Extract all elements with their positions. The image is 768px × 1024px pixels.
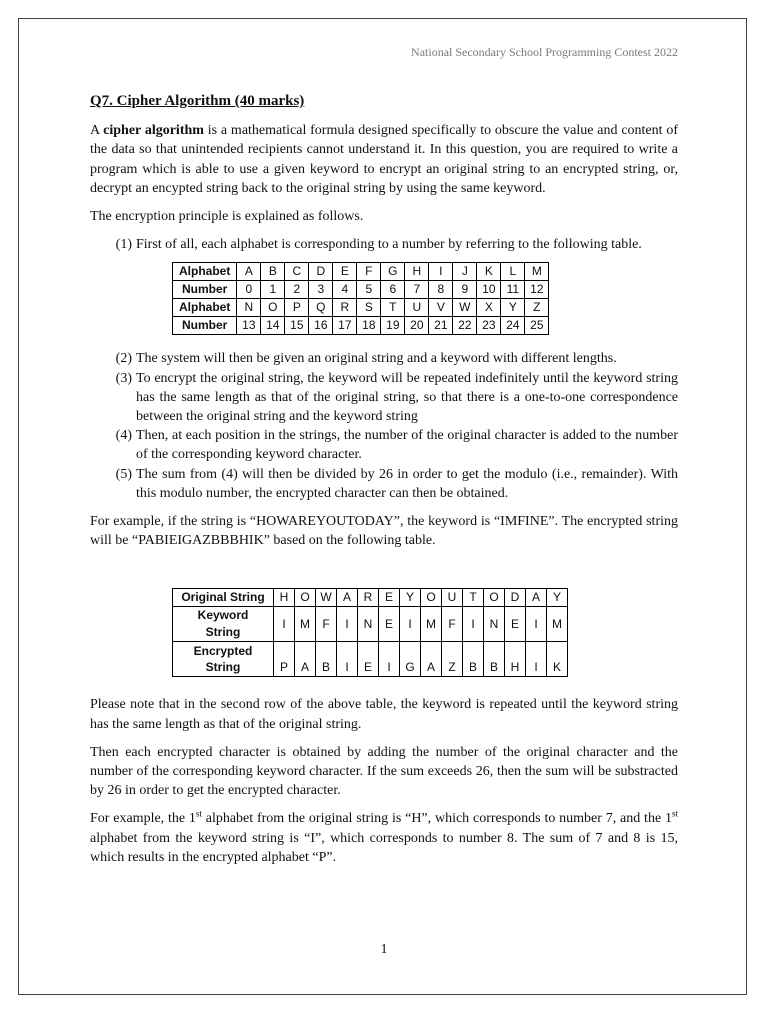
principle-intro: The encryption principle is explained as follows. [90,209,364,225]
table-cell: M [421,607,442,642]
table-cell: R [333,299,357,317]
table-cell: M [525,263,549,281]
table-cell: N [484,607,505,642]
table-cell: A [526,589,547,607]
alphabet-number-table [172,262,549,335]
table-cell: F [357,263,381,281]
encryption-example-table [172,588,568,677]
intro-lead: A [90,123,104,139]
table-cell: Y [400,589,421,607]
table-cell: M [547,607,568,642]
table-cell: I [526,642,547,677]
table-row [173,281,549,299]
table-cell: E [379,589,400,607]
table-cell: N [237,299,261,317]
table-row [173,263,549,281]
table-cell: B [484,642,505,677]
table-cell: P [274,642,295,677]
intro-rest: is a mathematical formula designed specifically to obscure the value and content of the data so that unintended recipients cannot understand it. In this question, you are required to write a program which is able to use a given keyword to encrypt an original string to an encrypted string, or, decrypt an encypted string back to the original string by using the same keyword. [90,123,678,196]
table-cell: 17 [333,317,357,335]
table-cell: 21 [429,317,453,335]
table-cell: 3 [309,281,333,299]
row-header: Encrypted String [173,642,274,677]
step-number: (2) [115,351,132,367]
table-cell: Z [525,299,549,317]
table-cell: M [295,607,316,642]
table-cell: I [429,263,453,281]
row-header: Alphabet [173,299,237,317]
table-cell: 20 [405,317,429,335]
table-cell: 23 [477,317,501,335]
step-text: First of all, each alphabet is corresponding to a number by referring to the following table. [136,237,642,253]
table-cell: C [285,263,309,281]
table-cell: 2 [285,281,309,299]
example-paragraph: For example, if the string is “HOWAREYOUTODAY”, the keyword is “IMFINE”. The encrypted string will be “PABIEIGAZBBBHIK” based on the following table. [90,514,678,549]
table-cell: E [379,607,400,642]
step-number: (3) [115,370,132,386]
table-cell: Y [501,299,525,317]
table-cell: O [261,299,285,317]
table-cell: 22 [453,317,477,335]
step-3 [90,369,678,427]
table-cell: E [333,263,357,281]
table-cell: I [400,607,421,642]
table-cell: 7 [405,281,429,299]
table-cell: U [405,299,429,317]
table-cell: F [316,607,337,642]
table-cell: 0 [237,281,261,299]
table-cell: K [477,263,501,281]
table-cell: Q [309,299,333,317]
ordinal-suffix: st [671,808,678,819]
table-cell: J [453,263,477,281]
note-encryption-sum: Then each encrypted character is obtained by adding the number of the original character and the number of the corresponding keyword character. If the sum exceeds 26, then the sum will be substracted by 26 in order to get the encrypted character. [90,744,678,799]
step-text: The sum from (4) will then be divided by 26 in order to get the modulo (i.e., remainder). With this modulo number, the encrypted character can then be obtained. [136,466,678,501]
document-body [90,92,678,876]
table-cell: W [453,299,477,317]
table-cell: 14 [261,317,285,335]
row-header: Number [173,317,237,335]
table-row [173,607,568,642]
step-2 [90,349,678,368]
table-cell: O [421,589,442,607]
table-cell: Z [442,642,463,677]
table-cell: I [463,607,484,642]
table-cell: 10 [477,281,501,299]
table-cell: P [285,299,309,317]
step-number: (1) [115,237,132,253]
table-cell: 25 [525,317,549,335]
table-cell: 15 [285,317,309,335]
table-cell: X [477,299,501,317]
table-cell: I [337,642,358,677]
table-cell: I [526,607,547,642]
table-cell: O [295,589,316,607]
table-cell: 1 [261,281,285,299]
table-cell: A [337,589,358,607]
step-text: To encrypt the original string, the keyword will be repeated indefinitely until the keyword string has the same length as that of the original string, so that there is a one-to-one correspondence between the original string and the keyword string [136,370,678,425]
table-cell: N [358,607,379,642]
table-cell: I [379,642,400,677]
table-cell: V [429,299,453,317]
table-cell: W [316,589,337,607]
final-example-paragraph [90,809,678,867]
table-cell: 24 [501,317,525,335]
table-cell: D [505,589,526,607]
step-1 [90,235,678,254]
step-4 [90,426,678,464]
table-cell: H [274,589,295,607]
table-cell: U [442,589,463,607]
final-text-part: alphabet from the original string is “H”, which corresponds to number 7, and the 1 [201,811,672,827]
example-table-wrapper [172,588,678,677]
table-row [173,317,549,335]
intro-paragraph [90,121,678,198]
table-cell: 5 [357,281,381,299]
table-cell: H [505,642,526,677]
alphabet-table-wrapper [172,262,678,335]
step-number: (4) [115,428,132,444]
page-number: 1 [380,942,388,957]
step-5 [90,465,678,503]
table-cell: T [463,589,484,607]
intro-term: cipher algorithm [103,123,204,139]
row-header: Number [173,281,237,299]
row-header: Keyword String [173,607,274,642]
table-cell: 11 [501,281,525,299]
contest-header: National Secondary School Programming Contest 2022 [411,45,678,59]
note-keyword-repeat: Please note that in the second row of the above table, the keyword is repeated until the keyword string has the same length as that of the original string. [90,697,678,732]
table-row [173,299,549,317]
table-cell: A [295,642,316,677]
table-cell: O [484,589,505,607]
final-text-part: For example, the 1 [90,811,196,827]
table-cell: B [261,263,285,281]
table-cell: I [337,607,358,642]
question-title: Q7. Cipher Algorithm (40 marks) [90,93,305,109]
table-cell: H [405,263,429,281]
ordinal-suffix: st [195,808,202,819]
table-cell: 18 [357,317,381,335]
final-text-part: alphabet from the keyword string is “I”, which corresponds to number 8. The sum of 7 and 8 is 15, which results in the encrypted alphabet “P”. [90,830,678,865]
table-cell: 19 [381,317,405,335]
table-row [173,642,568,677]
table-cell: K [547,642,568,677]
table-cell: F [442,607,463,642]
table-cell: D [309,263,333,281]
table-cell: 13 [237,317,261,335]
table-cell: G [381,263,405,281]
table-row [173,589,568,607]
table-cell: E [358,642,379,677]
table-cell: I [274,607,295,642]
table-cell: 8 [429,281,453,299]
table-cell: L [501,263,525,281]
row-header: Alphabet [173,263,237,281]
table-cell: B [463,642,484,677]
table-cell: S [357,299,381,317]
table-cell: 4 [333,281,357,299]
step-text: The system will then be given an original string and a keyword with different lengths. [136,351,617,367]
row-header: Original String [173,589,274,607]
table-cell: 16 [309,317,333,335]
table-cell: R [358,589,379,607]
step-text: Then, at each position in the strings, the number of the original character is added to the number of the corresponding keyword character. [136,428,678,463]
table-cell: T [381,299,405,317]
table-cell: 12 [525,281,549,299]
table-cell: E [505,607,526,642]
table-cell: 9 [453,281,477,299]
table-cell: Y [547,589,568,607]
table-cell: G [400,642,421,677]
table-cell: A [421,642,442,677]
table-cell: 6 [381,281,405,299]
table-cell: A [237,263,261,281]
table-cell: B [316,642,337,677]
step-number: (5) [115,466,132,482]
